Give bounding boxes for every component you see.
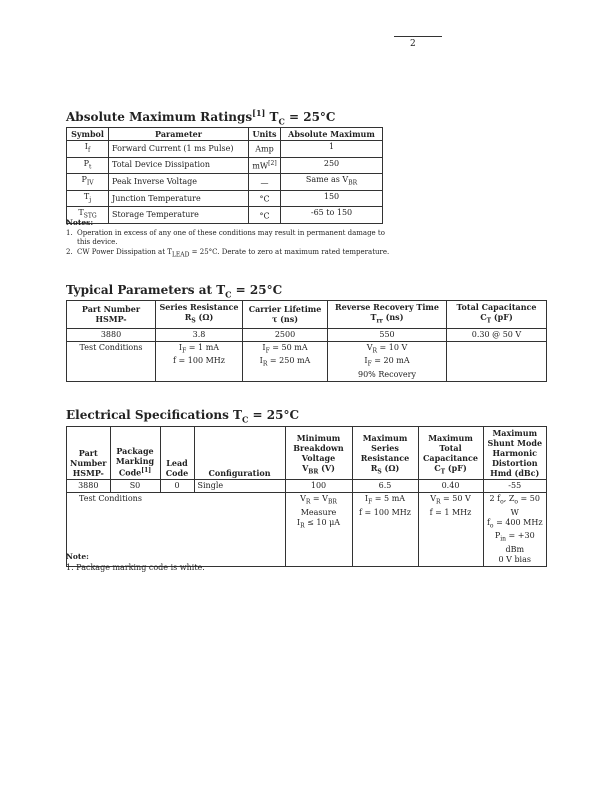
test-conditions-row [67,341,547,381]
rs-cell: 3.8 [156,328,243,341]
max-cell: Same as $V_{BR}$ [281,174,383,191]
note-1: 1. Operation in excess of any one of these conditions may result in permanent damage to this device. [66,228,385,246]
symbol-cell: $T_{STG}$ [67,207,109,224]
typical-params-table [66,300,547,382]
package-marking-header: Package Marking Code[1] [110,427,160,480]
notes-label: Notes: [66,218,94,227]
part-cell: 3880 [67,480,111,493]
electrical-specs-table [66,426,547,567]
total-capacitance-header: Maximum Total Capacitance $C_T$ (pF) [418,427,483,480]
units-cell: °C [249,207,281,224]
rs-cell: 6.5 [352,480,418,493]
part-number-header: Part Number HSMP- [67,301,156,329]
cl-conditions: $I_F = 50$ mA $I_R = 250$ mA [243,341,328,381]
units-cell: °C [249,190,281,207]
table-header-row [67,128,383,141]
max-cell: 1 [281,141,383,158]
parameter-cell: Total Device Dissipation [109,157,249,174]
rr-cell: 550 [328,328,447,341]
series-resistance-header: Series Resistance $R_S$ (Ω) [156,301,243,329]
max-cell: 250 [281,157,383,174]
tc-cell: 0.30 @ 50 V [447,328,547,341]
rs-conditions: $I_F = 1$ mA f = 100 MHz [156,341,243,381]
tc-conditions [447,341,547,381]
vbr-conditions: $V_R = V_{BR}$ Measure $I_R \le 10$ μA [285,493,352,567]
table-row [67,190,383,207]
part-number-header: Part Number HSMP- [67,427,111,480]
max-cell: 150 [281,190,383,207]
page-number: 2 [410,39,416,49]
max-cell: -65 to 150 [281,207,383,224]
test-conditions-label: Test Conditions [67,493,286,567]
header-rule [394,36,442,37]
table-header-row [67,301,547,329]
units-cell: mW[2] [249,157,281,174]
part-cell: 3880 [67,328,156,341]
table-row [67,157,383,174]
column-header: Units [249,128,281,141]
parameter-cell: Peak Inverse Voltage [109,174,249,191]
ct-conditions: $V_R = 50$ V f = 1 MHz [418,493,483,567]
breakdown-voltage-header: Minimum Breakdown Voltage $V_{BR}$ (V) [285,427,352,480]
note-label: Note: [66,552,89,561]
test-conditions-label: Test Conditions [67,341,156,381]
table-row [67,174,383,191]
symbol-cell: $P_t$ [67,157,109,174]
note-1: 1. Package marking code is white. [66,563,205,572]
amr-table [66,127,383,224]
parameter-cell: Storage Temperature [109,207,249,224]
carrier-lifetime-header: Carrier Lifetime τ (ns) [243,301,328,329]
elec-title: Electrical Specifications $T_C = 25^\circ C$ [66,408,299,425]
parameter-cell: Forward Current (1 ms Pulse) [109,141,249,158]
lead-code-header: Lead Code [160,427,194,480]
units-cell: Amp [249,141,281,158]
typ-title: Typical Parameters at $T_C = 25^\circ C$ [66,283,283,300]
amr-title: Absolute Maximum Ratings[1] $T_C = 25^\circ C$ [66,108,336,127]
elec-notes [66,551,386,573]
column-header: Parameter [109,128,249,141]
configuration-header: Configuration [194,427,285,480]
units-cell: — [249,174,281,191]
lead-cell: 0 [160,480,194,493]
table-header-row [67,427,547,480]
table-row [67,141,383,158]
rs-conditions: $I_F = 5$ mA f = 100 MHz [352,493,418,567]
harmonic-distortion-header: Maximum Shunt Mode Harmonic Distortion Hmd (dBc) [483,427,547,480]
reverse-recovery-header: Reverse Recovery Time $T_{rr}$ (ns) [328,301,447,329]
cl-cell: 2500 [243,328,328,341]
symbol-cell: $I_f$ [67,141,109,158]
series-resistance-header: Maximum Series Resistance $R_S$ (Ω) [352,427,418,480]
symbol-cell: $T_j$ [67,190,109,207]
column-header: Symbol [67,128,109,141]
rr-conditions: $V_R = 10$ V $I_F = 20$ mA 90% Recovery [328,341,447,381]
hmd-cell: -55 [483,480,547,493]
table-row [67,328,547,341]
total-capacitance-header: Total Capacitance $C_T$ (pF) [447,301,547,329]
table-row [67,480,547,493]
vbr-cell: 100 [285,480,352,493]
package-cell: S0 [110,480,160,493]
amr-notes [66,218,390,259]
column-header: Absolute Maximum [281,128,383,141]
note-2: 2. CW Power Dissipation at $T_{LEAD} = 25^\circ C$. Derate to zero at maximum rated temperature. [66,247,390,258]
ct-cell: 0.40 [418,480,483,493]
symbol-cell: $P_{IV}$ [67,174,109,191]
parameter-cell: Junction Temperature [109,190,249,207]
configuration-cell: Single [194,480,285,493]
hmd-conditions: 2 $f_o$, $Z_o = 50$ W $f_o = 400$ MHz $P_{in} = +30$ dBm 0 V bias [483,493,547,567]
